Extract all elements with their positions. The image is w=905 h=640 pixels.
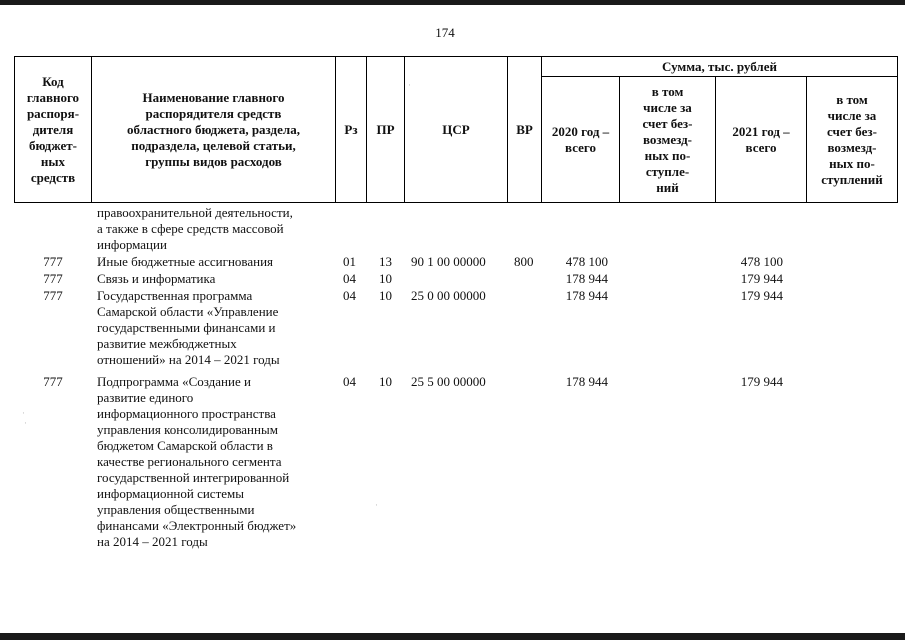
row-4-csr: 25 5 00 00000 (411, 374, 486, 389)
scan-edge-bottom (0, 633, 905, 640)
row-1-csr: 90 1 00 00000 (411, 254, 486, 269)
row-1-pr: 13 (379, 254, 392, 269)
header-sum-title: Сумма, тыс. рублей (662, 58, 777, 74)
row-3-csr: 25 0 00 00000 (411, 288, 486, 303)
header-2020-total: 2020 год – всего (551, 123, 610, 155)
header-vr: ВР (516, 121, 533, 137)
row-1-sum2021: 478 100 (740, 254, 783, 269)
row-2-pr: 10 (379, 271, 392, 286)
header-2021-free: в том числе за счет без- возмезд- ных по- ступлений (821, 91, 883, 187)
header-name: Наименование главного распорядителя средств областного бюджета, раздела, подраздела, целевой статьи, группы видов расходов (127, 89, 300, 169)
row-3-pr: 10 (379, 288, 392, 303)
row-3-code: 777 (43, 288, 63, 303)
row-0-name: правоохранительной деятельности, а также в сфере средств массовой информации (97, 205, 293, 252)
header-2021-total: 2021 год – всего (732, 123, 790, 155)
scan-speck: · (375, 500, 378, 510)
row-1-code: 777 (43, 254, 63, 269)
scan-speck: · (22, 408, 25, 418)
scan-speck: · (24, 418, 27, 428)
row-4-name: Подпрограмма «Создание и развитие единого информационного пространства управления консолидированным бюджетом Самарской области в качестве регионального сегмента государственной интегрированной информационной системы управления общественными финансами «Электронный бюджет» на 2014 – 2021 годы (97, 374, 297, 549)
row-4-code: 777 (43, 374, 63, 389)
header-code: Код главного распоря- дителя бюджет- ных средств (26, 73, 80, 185)
row-2-sum2020: 178 944 (565, 271, 608, 286)
row-2-rz: 04 (343, 271, 356, 286)
row-3-name: Государственная программа Самарской области «Управление государственными финансами и развитие межбюджетных отношений» на 2014 – 2021 годы (97, 288, 280, 367)
header-pr: ПР (376, 121, 395, 137)
row-1-vr: 800 (514, 254, 534, 269)
row-3-rz: 04 (343, 288, 356, 303)
row-4-rz: 04 (343, 374, 356, 389)
row-2-sum2021: 179 944 (740, 271, 783, 286)
row-3-sum2020: 178 944 (565, 288, 608, 303)
row-2-code: 777 (43, 271, 63, 286)
scan-speck: · (408, 80, 411, 90)
row-1-sum2020: 478 100 (565, 254, 608, 269)
page-number: 174 (435, 25, 455, 40)
row-1-name: Иные бюджетные ассигнования (97, 254, 274, 269)
row-4-pr: 10 (379, 374, 392, 389)
header-csr: ЦСР (442, 121, 470, 137)
row-2-name: Связь и информатика (97, 271, 216, 286)
row-1-rz: 01 (343, 254, 356, 269)
row-3-sum2021: 179 944 (740, 288, 783, 303)
scan-edge-top (0, 0, 905, 5)
header-rz: Рз (344, 121, 358, 137)
row-4-sum2020: 178 944 (565, 374, 608, 389)
row-4-sum2021: 179 944 (740, 374, 783, 389)
header-2020-free: в том числе за счет без- возмезд- ных по- ступле- ний (642, 83, 693, 195)
